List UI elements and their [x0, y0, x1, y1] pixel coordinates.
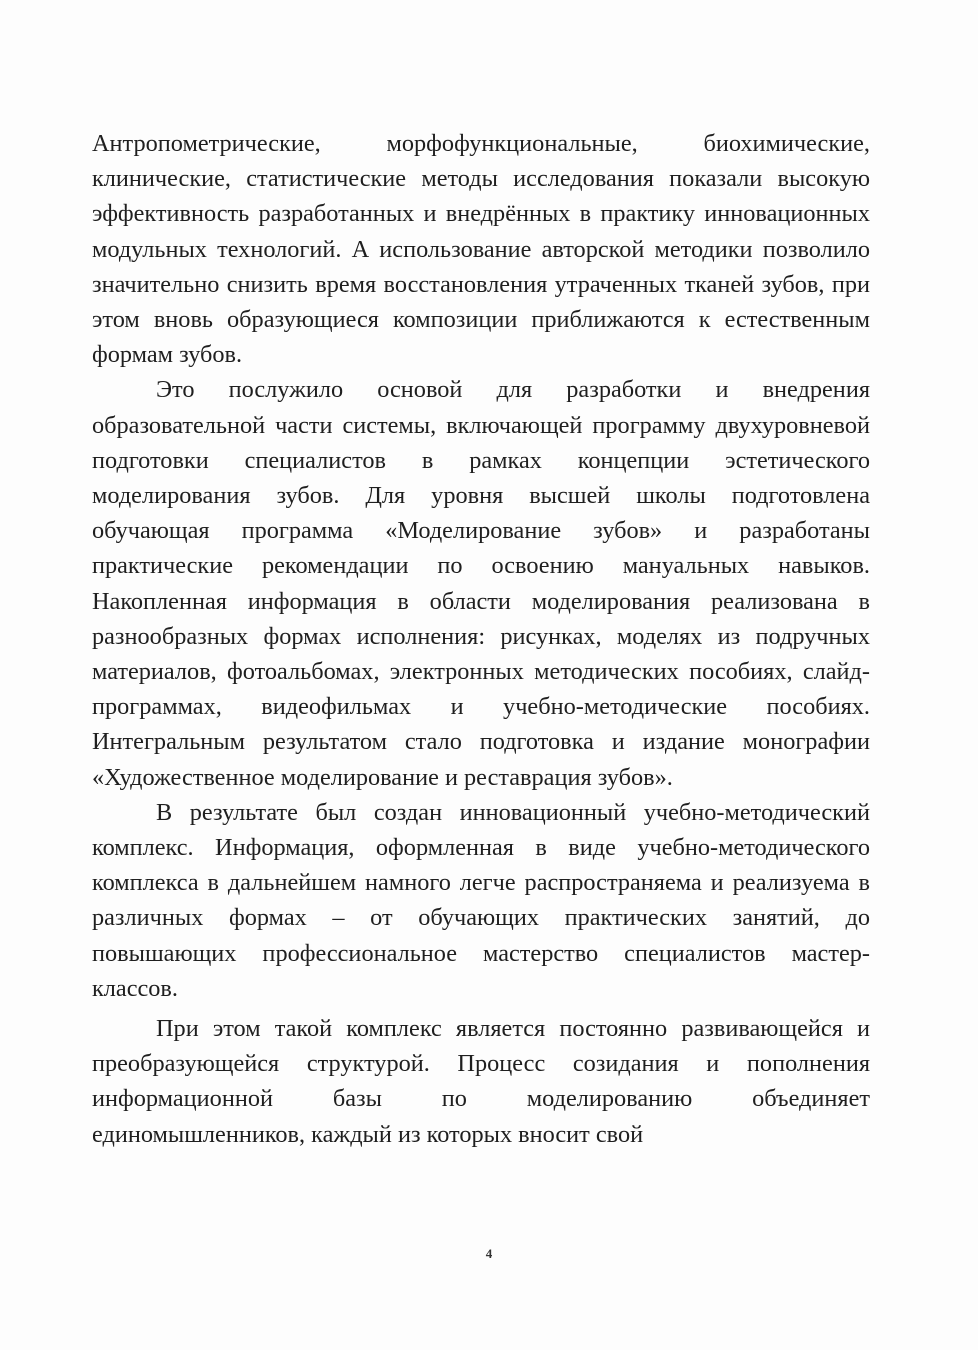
page-number: 4 — [485, 1246, 493, 1261]
paragraph-3: В результате был создан инновационный учебно-методический комплекс. Информация, оформленная в виде учебно-методического комплекса в дальнейшем намного легче распространяема и реализуема в различных формах – от обучающих практических занятий, до повышающих профессиональное мастерство специалистов мастер-классов. — [92, 798, 870, 1002]
paragraph-4: При этом такой комплекс является постоянно развивающейся и преобразующейся структурой. Процесс созидания и пополнения информационной базы по моделированию объединяет единомышленников, каждый из которых вносит свой — [92, 1015, 870, 1148]
paragraph-2: Это послужило основой для разработки и внедрения образовательной части системы, включающей программу двухуровневой подготовки специалистов в рамках концепции эстетического моделирования зубов. Для уровня высшей школы подготовлена обучающая программа «Моделирование зубов» и разработаны практические рекомендации по освоению мануальных навыков. Накопленная информация в области моделирования реализована в разнообразных формах исполнения: рисунках, моделях из подручных материалов, фотоальбомах, электронных методических пособиях, слайд-программах, видеофильмах и учебно-методические пособиях. Интегральным результатом стало подготовка и издание монографии «Художественное моделирование и реставрация зубов». — [92, 376, 870, 791]
body-text — [92, 126, 870, 1152]
paragraph-1: Антропометрические, морфофункциональные, биохимические, клинические, статистические методы исследования показали высокую эффективность разработанных и внедрённых в практику инновационных модульных технологий. А использование авторской методики позволило значительно снизить время восстановления утраченных тканей зубов, при этом вновь образующиеся композиции приближаются к естественным формам зубов. — [92, 130, 870, 369]
